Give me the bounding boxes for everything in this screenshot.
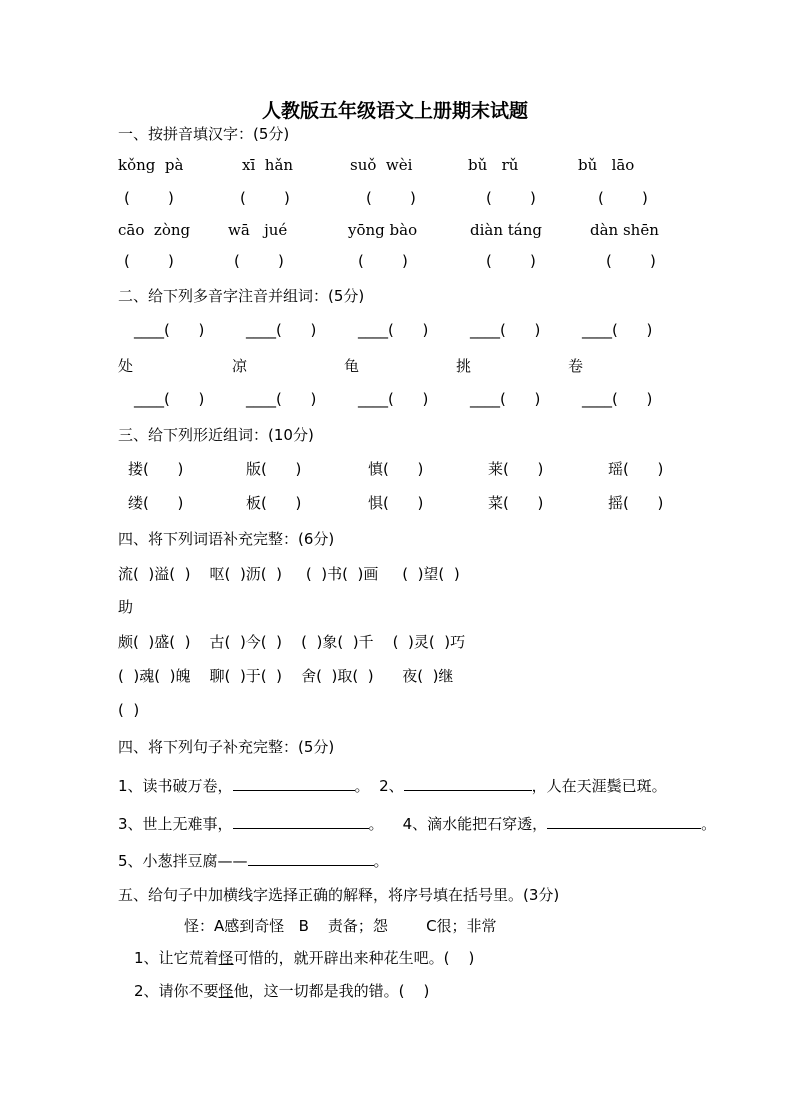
answer-paren[interactable]: ( ) — [124, 252, 174, 270]
question-text: ，人在天涯鬓已斑。 — [531, 777, 667, 795]
pinyin-item: xī hǎn — [242, 156, 294, 174]
answer-blank[interactable]: ____( ) — [582, 321, 653, 339]
section3-heading: 三、给下列形近组词：(10分) — [118, 426, 314, 444]
polyphone-char: 处 — [118, 357, 134, 375]
answer-line[interactable] — [547, 814, 701, 829]
similar-char-item[interactable]: 惧( ) — [368, 494, 424, 512]
similar-char-item[interactable]: 缕( ) — [128, 494, 184, 512]
similar-char-item[interactable]: 搂( ) — [128, 460, 184, 478]
pinyin-item: suǒ wèi — [350, 156, 413, 174]
similar-char-item[interactable]: 慎( ) — [368, 460, 424, 478]
section5-heading: 四、将下列句子补充完整：(5分) — [118, 738, 335, 756]
question-text[interactable]: 可惜的，就开辟出来种花生吧。( ) — [233, 949, 475, 967]
pinyin-item: wā jué — [228, 221, 288, 239]
answer-paren[interactable]: ( ) — [486, 252, 536, 270]
pinyin-item: cāo zòng — [118, 221, 191, 239]
question-text: 。 — [701, 815, 717, 833]
answer-line[interactable] — [248, 851, 374, 866]
answer-blank[interactable]: ____( ) — [134, 390, 205, 408]
answer-paren[interactable]: ( ) — [240, 189, 290, 207]
question-text: 5、小葱拌豆腐—— — [118, 852, 248, 870]
section4-heading: 四、将下列词语补充完整：(6分) — [118, 530, 335, 548]
idiom-line[interactable]: 流( )溢( ) 呕( )沥( ) ( )书( )画 ( )望( ) — [118, 565, 460, 583]
question-text[interactable]: 他，这一切都是我的错。( ) — [233, 982, 430, 1000]
choice-q1 — [134, 948, 474, 968]
sentence-q1 — [118, 776, 667, 796]
idiom-line[interactable]: 颇( )盛( ) 古( )今( ) ( )象( )千 ( )灵( )巧 — [118, 633, 466, 651]
pinyin-item: bǔ lāo — [578, 156, 635, 174]
answer-blank[interactable]: ____( ) — [358, 390, 429, 408]
answer-line[interactable] — [233, 814, 369, 829]
polyphone-char: 龟 — [344, 357, 360, 375]
answer-blank[interactable]: ____( ) — [246, 321, 317, 339]
answer-paren[interactable]: ( ) — [366, 189, 416, 207]
answer-blank[interactable]: ____( ) — [134, 321, 205, 339]
underlined-char: 怪 — [218, 949, 234, 967]
answer-blank[interactable]: ____( ) — [582, 390, 653, 408]
answer-blank[interactable]: ____( ) — [246, 390, 317, 408]
similar-char-item[interactable]: 版( ) — [246, 460, 302, 478]
question-text: 2、请你不要 — [134, 982, 219, 1000]
choice-q2 — [134, 981, 429, 1001]
similar-char-item[interactable]: 莱( ) — [488, 460, 544, 478]
answer-paren[interactable]: ( ) — [598, 189, 648, 207]
sentence-q5 — [118, 851, 389, 871]
pinyin-item: dàn shēn — [590, 221, 659, 239]
section1-heading: 一、按拼音填汉字：(5分) — [118, 125, 290, 143]
sentence-q3 — [118, 814, 716, 834]
answer-paren[interactable]: ( ) — [234, 252, 284, 270]
question-text: 3、世上无难事， — [118, 815, 233, 833]
answer-paren[interactable]: ( ) — [358, 252, 408, 270]
pinyin-item: diàn táng — [470, 221, 543, 239]
polyphone-char: 挑 — [456, 357, 472, 375]
answer-line[interactable] — [233, 776, 355, 791]
question-text: 。 2、 — [354, 777, 404, 795]
meaning-options: 怪：A感到奇怪 B 责备；怨 C很；非常 — [184, 917, 497, 935]
answer-paren[interactable]: ( ) — [486, 189, 536, 207]
similar-char-item[interactable]: 板( ) — [246, 494, 302, 512]
polyphone-char: 凉 — [232, 357, 248, 375]
similar-char-item[interactable]: 菜( ) — [488, 494, 544, 512]
idiom-line: 助 — [118, 598, 134, 616]
pinyin-item: kǒng pà — [118, 156, 184, 174]
similar-char-item[interactable]: 摇( ) — [608, 494, 664, 512]
underlined-char: 怪 — [218, 982, 234, 1000]
answer-blank[interactable]: ____( ) — [470, 390, 541, 408]
answer-blank[interactable]: ____( ) — [470, 321, 541, 339]
polyphone-char: 卷 — [568, 357, 584, 375]
idiom-line[interactable]: ( )魂( )魄 聊( )于( ) 舍( )取( ) 夜( )继 — [118, 667, 454, 685]
section6-heading: 五、给句子中加横线字选择正确的解释，将序号填在括号里。(3分) — [118, 886, 560, 904]
question-text: 1、让它荒着 — [134, 949, 219, 967]
question-text: 。 4、滴水能把石穿透， — [368, 815, 548, 833]
similar-char-item[interactable]: 瑶( ) — [608, 460, 664, 478]
question-text: 1、读书破万卷， — [118, 777, 233, 795]
pinyin-item: bǔ rǔ — [468, 156, 519, 174]
question-text: 。 — [373, 852, 389, 870]
section2-heading: 二、给下列多音字注音并组词：(5分) — [118, 287, 365, 305]
answer-paren[interactable]: ( ) — [124, 189, 174, 207]
answer-line[interactable] — [404, 776, 532, 791]
pinyin-item: yōng bào — [348, 221, 418, 239]
answer-blank[interactable]: ____( ) — [358, 321, 429, 339]
idiom-line[interactable]: ( ) — [118, 701, 140, 719]
answer-paren[interactable]: ( ) — [606, 252, 656, 270]
page-title: 人教版五年级语文上册期末试题 — [261, 100, 528, 122]
